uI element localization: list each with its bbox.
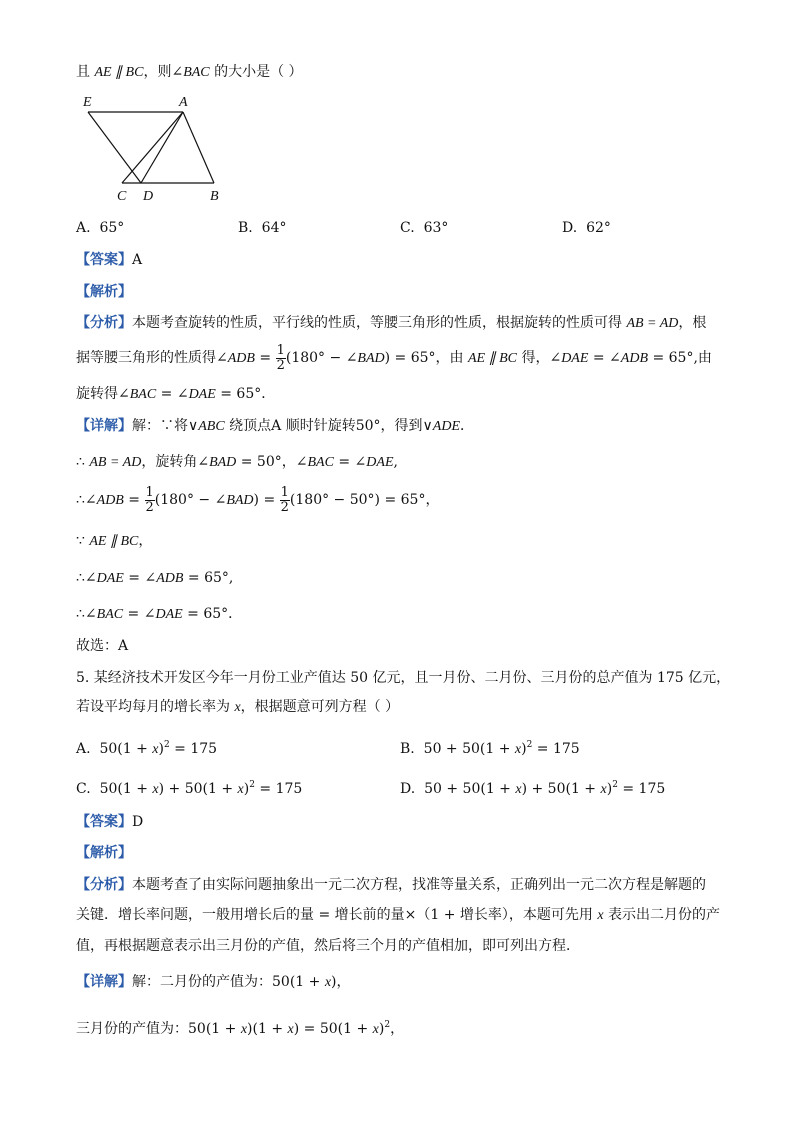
xj-text: (180° − 50°) = 65°，	[289, 492, 440, 508]
option-letter: A.	[76, 741, 91, 757]
xj-text: 解：∵将∨	[132, 418, 199, 434]
fenxi-text: = ∠	[588, 350, 621, 366]
geometry-figure	[76, 90, 236, 205]
fraction-denominator: 2	[145, 499, 154, 515]
q4-option-c	[400, 218, 448, 238]
q4-option-a	[76, 218, 124, 238]
fenxi-text: 本题考查旋转的性质，平行线的性质，等腰三角形的性质，根据旋转的性质可得	[132, 315, 627, 331]
xj-text: ．	[460, 418, 474, 434]
option-text: 50(1 +	[99, 741, 153, 757]
option-text: 62°	[586, 220, 611, 236]
q4-stem-text: 且	[76, 64, 90, 80]
q4-option-b	[238, 218, 286, 238]
xj-math: BAC	[96, 607, 124, 622]
fenxi-math: BAD	[357, 351, 385, 366]
q4-answer	[76, 250, 142, 270]
xj-text: ∴∠	[76, 570, 97, 586]
option-letter: D.	[562, 220, 578, 236]
xj-text: )(1 +	[247, 1021, 288, 1037]
fraction-half	[280, 486, 290, 515]
xj-text: ) =	[253, 492, 280, 508]
q5-stem-math: x	[234, 700, 241, 715]
option-text: 50 + 50(1 +	[423, 741, 515, 757]
q5-fenxi-line-3	[76, 936, 580, 956]
xj-math: DAE	[96, 571, 124, 586]
fenxi-text: = ∠	[156, 386, 189, 402]
fenxi-math: ADB	[227, 351, 255, 366]
answer-tag: 【答案】	[76, 252, 132, 268]
xj-math: AE ∥ BC	[89, 534, 139, 549]
q4-xiangjie-line-2	[76, 452, 398, 473]
option-math: x	[515, 782, 522, 797]
xj-text: ∴∠	[76, 492, 97, 508]
xj-math: BAD	[226, 493, 254, 508]
fenxi-math: DAE	[188, 387, 216, 402]
fraction-denominator: 2	[280, 499, 289, 515]
xj-math: x	[287, 1022, 294, 1037]
fenxi-text: 旋转得∠	[76, 386, 130, 402]
segment-AB	[183, 112, 214, 183]
xj-text: ∵	[76, 533, 90, 549]
xj-text: ∴	[76, 454, 90, 470]
q5-stem-text: 若设平均每月的增长率为	[76, 699, 235, 715]
fenxi-text: 关键．增长率问题，一般用增长后的量 = 增长前的量×（1 + 增长率），本题可先用	[76, 907, 598, 923]
fraction-numerator: 1	[276, 342, 285, 358]
analysis-tag: 【解析】	[76, 284, 132, 300]
xj-math: x	[240, 1022, 248, 1037]
q4-stem-math: BAC	[183, 65, 210, 80]
fenxi-math: AB = AD	[626, 316, 679, 331]
option-letter: A.	[76, 220, 91, 236]
xj-math: ADB	[156, 571, 184, 586]
option-text: ) + 50(1 +	[158, 781, 238, 797]
fenxi-text: = 65°．	[215, 386, 276, 402]
fenxi-math: AE ∥ BC	[468, 351, 517, 366]
xiangjie-tag: 【详解】	[76, 974, 132, 990]
fenxi-text: ，根	[678, 315, 707, 331]
xj-math: AB = AD	[89, 455, 142, 470]
fenxi-text: =	[254, 350, 276, 366]
xj-text: 绕顶点A 顺时针旋转50°，得到∨	[224, 418, 433, 434]
xj-text: = ∠	[333, 454, 367, 470]
option-exponent: 2	[612, 780, 618, 790]
xj-math: ABC	[198, 419, 225, 434]
q5-fenxi-line-1	[76, 875, 706, 895]
q5-analysis-heading	[76, 843, 132, 863]
fraction-numerator: 1	[280, 484, 289, 500]
q5-option-c	[76, 775, 302, 800]
q4-analysis-heading	[76, 282, 132, 302]
q4-xiangjie-line-1	[76, 416, 474, 437]
option-text: 50 + 50(1 +	[424, 781, 516, 797]
option-text: 63°	[423, 220, 449, 236]
fraction-denominator: 2	[276, 357, 285, 373]
fenxi-math: ADB	[620, 351, 648, 366]
xj-text: )	[378, 1021, 385, 1037]
label-B: B	[210, 189, 219, 204]
q5-stem-text: ，根据题意可列方程（ ）	[240, 699, 400, 715]
q5-option-a	[76, 735, 217, 760]
option-exponent: 2	[163, 740, 170, 750]
option-math: x	[152, 742, 159, 757]
answer-tag: 【答案】	[76, 814, 132, 830]
q4-stem-text: 的大小是（ ）	[209, 64, 303, 80]
xj-text: = 65°．	[182, 606, 243, 622]
q4-xiangjie-line-5	[76, 568, 233, 589]
q4-stem	[76, 62, 303, 83]
fenxi-text: 表示出二月份的产	[603, 907, 721, 923]
q5-answer	[76, 812, 143, 832]
xj-math: DAE	[366, 455, 394, 470]
option-letter: C.	[76, 781, 91, 797]
option-text: )	[158, 741, 164, 757]
answer-value: A	[132, 252, 143, 268]
xj-text: = ∠	[123, 570, 157, 586]
segment-AD	[141, 112, 183, 183]
option-text: = 175	[617, 781, 666, 797]
q5-option-d	[400, 775, 665, 800]
xj-text: ，	[390, 1021, 405, 1037]
xj-text: ) = 50(1 +	[293, 1021, 373, 1037]
fraction-half	[145, 486, 155, 515]
q4-fenxi-line-3	[76, 384, 275, 405]
xj-text: 解：二月份的产值为：50(1 +	[132, 974, 325, 990]
option-text: )	[606, 781, 613, 797]
option-text: = 175	[169, 741, 218, 757]
fraction-numerator: 1	[145, 484, 154, 500]
fenxi-text: 据等腰三角形的性质得∠	[76, 350, 228, 366]
label-C: C	[117, 189, 127, 204]
xj-text: = 50°，∠	[236, 454, 308, 470]
xj-math: ADE	[432, 419, 460, 434]
xj-text: ，旋转角∠	[141, 454, 210, 470]
xj-text: 三月份的产值为：50(1 +	[76, 1021, 241, 1037]
q4-xiangjie-line-4	[76, 531, 152, 552]
option-letter: B.	[400, 741, 415, 757]
xj-math: BAD	[209, 455, 237, 470]
fenxi-tag: 【分析】	[76, 315, 132, 331]
option-math: x	[152, 782, 159, 797]
option-exponent: 2	[249, 780, 255, 790]
q4-xiangjie-line-3	[76, 482, 439, 519]
label-D: D	[143, 189, 154, 204]
xj-math: x	[324, 975, 332, 990]
xj-math: DAE	[155, 607, 183, 622]
q5-stem-line-2	[76, 697, 399, 718]
fenxi-text: ) = 65°，由	[384, 350, 468, 366]
xj-text: =	[123, 492, 145, 508]
option-letter: D.	[400, 781, 416, 797]
choose-text: 故选：A	[76, 638, 129, 654]
segment-ED	[88, 112, 141, 183]
fenxi-tag: 【分析】	[76, 877, 132, 893]
option-text: = 175	[532, 741, 580, 757]
xj-text: )，	[331, 974, 351, 990]
q5-stem-line-1	[76, 668, 730, 688]
q4-fenxi-line-1	[76, 313, 706, 334]
option-exponent: 2	[526, 740, 533, 750]
q4-xiangjie-line-6	[76, 604, 242, 625]
fenxi-math: x	[597, 908, 604, 923]
option-text: )	[521, 741, 527, 757]
fenxi-text: 值，再根据题意表示出三月份的产值，然后将三个月的产值相加，即可列出方程．	[76, 938, 580, 954]
fenxi-math: BAC	[129, 387, 157, 402]
option-math: x	[600, 782, 607, 797]
option-text: 65°	[99, 220, 125, 236]
xj-text: ,	[393, 454, 398, 470]
xj-math: BAC	[307, 455, 334, 470]
q5-xiangjie-line-2	[76, 1015, 404, 1040]
fenxi-text: (180° − ∠	[285, 350, 358, 366]
option-text: = 175	[254, 781, 303, 797]
xj-text: ∴∠	[76, 606, 97, 622]
xj-math: ADB	[96, 493, 124, 508]
fenxi-text: 得，∠	[517, 350, 562, 366]
fenxi-text: = 65°,由	[648, 350, 712, 366]
segment-AC	[122, 112, 183, 183]
xj-exponent: 2	[384, 1020, 391, 1030]
label-A: A	[179, 95, 188, 110]
xiangjie-tag: 【详解】	[76, 418, 132, 434]
option-text: 50(1 +	[99, 781, 153, 797]
fraction-half	[276, 344, 286, 373]
xj-text: = ∠	[123, 606, 156, 622]
option-text: ) + 50(1 +	[521, 781, 601, 797]
analysis-tag: 【解析】	[76, 845, 132, 861]
option-math: x	[514, 742, 522, 757]
fenxi-text: 本题考查了由实际问题抽象出一元二次方程，找准等量关系，正确列出一元二次方程是解题的	[132, 877, 706, 893]
label-E: E	[83, 95, 92, 110]
option-letter: B.	[238, 220, 253, 236]
q4-choose	[76, 636, 128, 656]
q5-fenxi-line-2	[76, 905, 720, 926]
xj-text: ，	[138, 533, 153, 549]
q5-xiangjie-line-1	[76, 972, 351, 993]
option-text: )	[243, 781, 250, 797]
q4-option-d	[562, 218, 611, 238]
option-math: x	[237, 782, 244, 797]
xj-text: (180° − ∠	[154, 492, 227, 508]
xj-math: x	[372, 1022, 379, 1037]
q5-option-b	[400, 735, 580, 760]
option-letter: C.	[400, 220, 415, 236]
fenxi-math: DAE	[561, 351, 589, 366]
answer-value: D	[132, 814, 144, 830]
option-text: 64°	[261, 220, 287, 236]
q4-stem-math: AE ∥ BC	[94, 65, 144, 80]
q4-stem-text: ，则∠	[143, 64, 184, 80]
q5-stem-text: 5. 某经济技术开发区今年一月份工业产值达 50 亿元，且一月份、二月份、三月份的总产值为 175 亿元，	[76, 670, 731, 686]
q4-fenxi-line-2	[76, 340, 712, 377]
xj-text: = 65°,	[183, 570, 234, 586]
